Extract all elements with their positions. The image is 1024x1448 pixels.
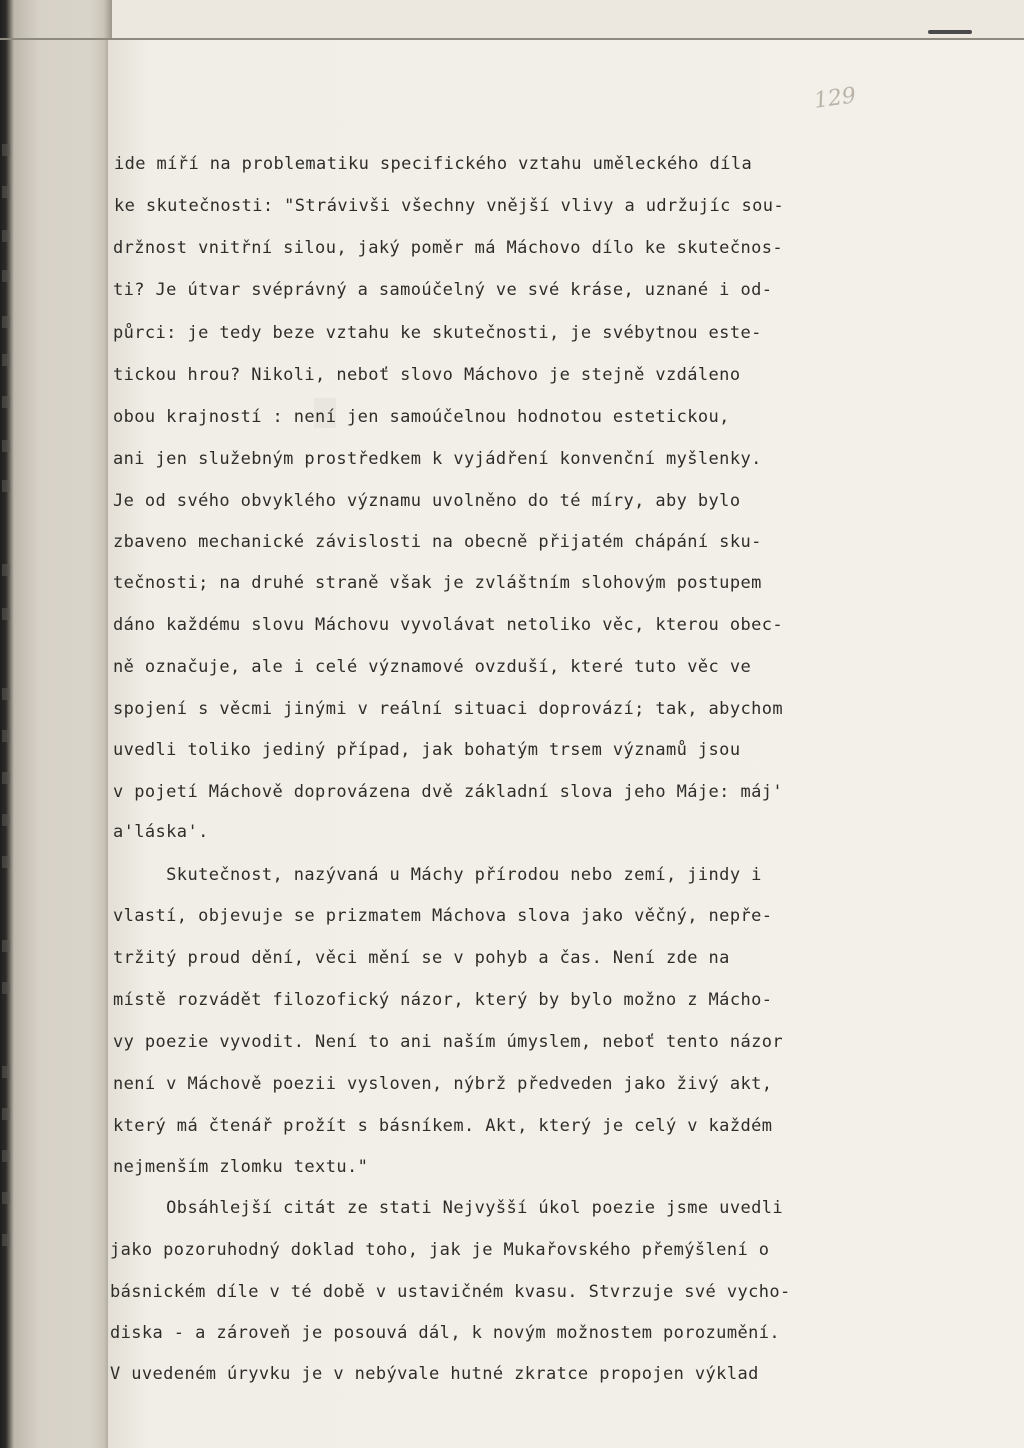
text-line: básnickém díle v té době v ustavičném kvasu. Stvrzuje své vycho- <box>110 1282 791 1302</box>
text-line: půrci: je tedy beze vztahu ke skutečnosti, je svébytnou este- <box>113 323 762 343</box>
text-line: Obsáhlejší citát ze stati Nejvyšší úkol poezie jsme uvedli <box>113 1198 783 1218</box>
text-line: a'láska'. <box>113 822 209 842</box>
text-line: ani jen služebným prostředkem k vyjádření konvenční myšlenky. <box>113 449 762 469</box>
text-line: ke skutečnosti: "Strávivši všechny vnější vlivy a udržujíc sou- <box>114 196 784 216</box>
text-line: Skutečnost, nazývaná u Máchy přírodou nebo zemí, jindy i <box>113 865 762 885</box>
text-line: Je od svého obvyklého významu uvolněno do té míry, aby bylo <box>113 491 741 511</box>
text-line: nejmenším zlomku textu." <box>113 1157 369 1177</box>
text-line: který má čtenář prožít s básníkem. Akt, který je celý v každém <box>113 1116 773 1136</box>
text-line: ide míří na problematiku specifického vztahu uměleckého díla <box>114 154 753 174</box>
text-line: ti? Je útvar svéprávný a samoúčelný ve své kráse, uznané i od- <box>113 280 773 300</box>
text-line: tickou hrou? Nikoli, neboť slovo Máchovo je stejně vzdáleno <box>113 365 741 385</box>
text-line: tečnosti; na druhé straně však je zvláštním slohovým postupem <box>113 573 762 593</box>
text-line: jako pozoruhodný doklad toho, jak je Mukařovského přemýšlení o <box>110 1240 770 1260</box>
text-line: v pojetí Máchově doprovázena dvě základní slova jeho Máje: máj' <box>113 782 783 802</box>
text-line: tržitý proud dění, věci mění se v pohyb a čas. Není zde na <box>113 948 730 968</box>
text-line: diska - a zároveň je posouvá dál, k novým možnostem porozumění. <box>110 1323 780 1343</box>
text-line: místě rozvádět filozofický názor, který by bylo možno z Mácho- <box>113 990 773 1010</box>
text-line: vy poezie vyvodit. Není to ani naším úmyslem, neboť tento názor <box>113 1032 783 1052</box>
text-line: vlastí, objevuje se prizmatem Máchova slova jako věčný, nepře- <box>113 906 773 926</box>
text-line: uvedli toliko jediný případ, jak bohatým trsem významů jsou <box>113 740 741 760</box>
page-number: 129 <box>812 83 858 114</box>
text-line: ně označuje, ale i celé významové ovzduší, které tuto věc ve <box>113 657 752 677</box>
text-line: není v Máchově poezii vysloven, nýbrž předveden jako živý akt, <box>113 1074 773 1094</box>
text-line: spojení s věcmi jinými v reální situaci doprovází; tak, abychom <box>113 699 783 719</box>
text-line: držnost vnitřní silou, jaký poměr má Máchovo dílo ke skutečnos- <box>113 238 783 258</box>
text-line: obou krajností : není jen samoúčelnou hodnotou estetickou, <box>113 407 730 427</box>
text-line: dáno každému slovu Máchovu vyvolávat netoliko věc, kterou obec- <box>113 615 783 635</box>
text-line: zbaveno mechanické závislosti na obecně přijatém chápání sku- <box>113 532 762 552</box>
text-line: V uvedeném úryvku je v nebývale hutné zkratce propojen výklad <box>110 1364 759 1384</box>
